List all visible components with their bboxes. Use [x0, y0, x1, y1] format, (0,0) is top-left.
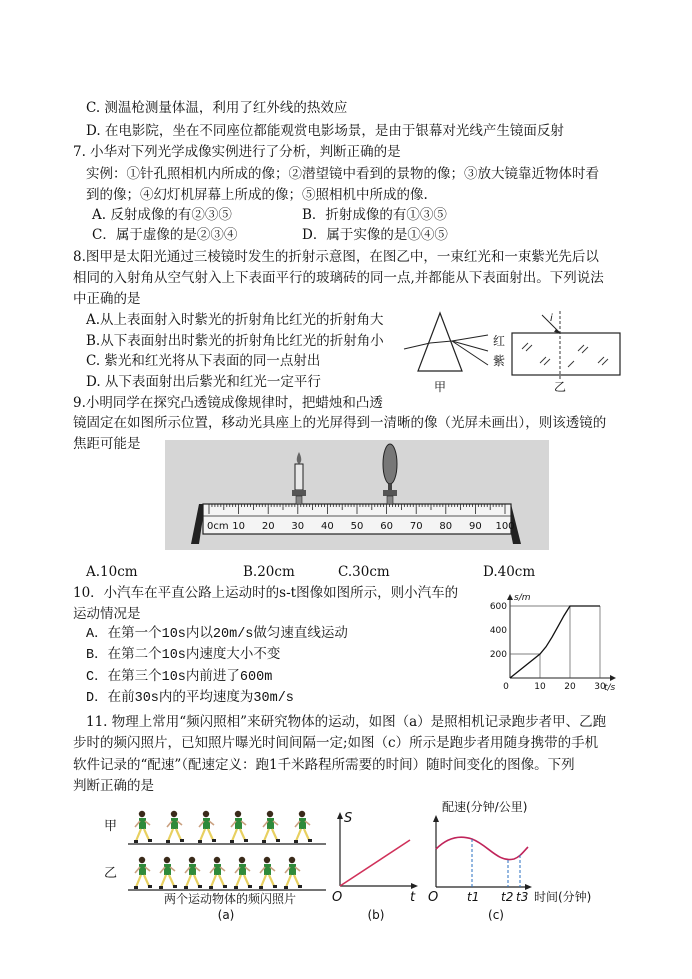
pace-curve	[436, 837, 528, 859]
q10-option-d: D．在前30s内的平均速度为30m/s	[86, 691, 294, 706]
q9-option-c: C.30cm	[338, 564, 390, 580]
ruler-label-1: 10	[232, 521, 245, 532]
origin-o: O	[332, 890, 343, 905]
q8-option-a: A.从上表面射入时紫光的折射角比红光的折射角大	[86, 312, 384, 328]
tick-t3: t3	[516, 890, 529, 904]
st-ytick-1: 400	[489, 626, 507, 636]
runner-yi-4	[234, 857, 252, 889]
runner-jia-3	[230, 811, 248, 843]
q7-examples-line1: 实例：①针孔照相机内所成的像；②潜望镜中看到的景物的像；③放大镜靠近物体时看	[86, 166, 599, 182]
row-label-yi: 乙	[104, 866, 118, 881]
q7-examples-line2: 到的像；④幻灯机屏幕上所成的像；⑤照相机中所成的像.	[86, 187, 428, 203]
q9-stem-line2: 镜固定在如图所示位置，移动光具座上的光屏得到一清晰的像（光屏未画出），则该透镜的	[73, 415, 607, 431]
q8-stem-line2: 相同的入射角从空气射入上下表面平行的玻璃砖的同一点,并都能从下表面射出。下列说法	[73, 270, 604, 286]
optical-bench-figure	[165, 440, 549, 550]
axis-label-pace: 配速(分钟/公里)	[442, 800, 528, 814]
axis-label-t: t	[410, 890, 416, 905]
st-xtick-2: 30	[594, 682, 606, 692]
figure-a-stroboscopic	[100, 800, 332, 922]
runner-jia-5	[294, 811, 312, 843]
axis-label-time: 时间(分钟)	[534, 890, 592, 904]
convex-lens	[383, 444, 397, 504]
figure-b-label: (b)	[367, 908, 385, 922]
caption-yi: 乙	[553, 380, 567, 394]
label-incidence-angle: i	[550, 313, 553, 324]
q8-option-c: C. 紫光和红光将从下表面的同一点射出	[86, 353, 321, 369]
ruler-label-3: 30	[291, 521, 305, 532]
figure-c-label: (c)	[488, 908, 504, 922]
q7-option-c: C．属于虚像的是②③④	[92, 227, 238, 243]
q7-option-a: A. 反射成像的有②③⑤	[92, 207, 232, 223]
runner-jia-0	[134, 811, 152, 843]
runner-yi-0	[134, 857, 152, 889]
caption-jia: 甲	[433, 380, 447, 394]
row-label-jia: 甲	[104, 819, 118, 834]
q8-stem-line3: 中正确的是	[73, 291, 141, 307]
ruler-label-4: 40	[321, 521, 334, 532]
st-graph	[484, 588, 622, 694]
st-ytick-2: 600	[489, 602, 507, 612]
q6-option-d: D. 在电影院，坐在不同座位都能观赏电影场景，是由于银幕对光线产生镜面反射	[86, 123, 564, 139]
q11-stem-line2: 步时的频闪照片，已知照片曝光时间间隔一定;如图（c）所示是跑步者用随身携带的手机	[73, 735, 599, 751]
ruler-label-6: 60	[380, 521, 393, 532]
runner-jia-1	[166, 811, 184, 843]
st-xlabel: t/s	[604, 683, 616, 693]
q11-stem-line1: 11. 物理上常用“频闪照相”来研究物体的运动，如图（a）是照相机记录跑步者甲、乙跑	[86, 714, 607, 730]
ruler-label-5: 50	[350, 521, 364, 532]
axis-label-s: S	[344, 811, 353, 826]
q9-option-a: A.10cm	[86, 564, 138, 580]
q8-option-b: B.从下表面射出时紫光的折射角比红光的折射角小	[86, 333, 384, 349]
q9-option-d: D.40cm	[483, 564, 536, 580]
ruler-label-2: 20	[261, 521, 275, 532]
origin-o: O	[428, 890, 439, 905]
runner-yi-2	[184, 857, 202, 889]
q10-option-b: B．在第二个10s内速度大小不变	[86, 648, 281, 663]
q10-stem-line2: 运动情况是	[73, 606, 141, 622]
q9-stem-line3: 焦距可能是	[73, 436, 141, 452]
figure-c-pace-graph	[424, 797, 600, 922]
st-ylabel: s/m	[514, 593, 531, 603]
q7-option-b: B．折射成像的有①③⑤	[302, 207, 447, 223]
st-series-0	[510, 606, 600, 678]
q11-stem-line3: 软件记录的“配速”（配速定义：跑1千米路程所需要的时间）随时间变化的图像。下列	[73, 757, 575, 773]
tick-t1: t1	[467, 890, 480, 904]
runner-yi-1	[159, 857, 177, 889]
runner-yi-5	[259, 857, 277, 889]
ruler-label-7: 70	[409, 521, 423, 532]
q10-option-a: A．在第一个10s内以20m/s做匀速直线运动	[86, 627, 348, 642]
ruler-label-0: 0cm	[207, 521, 229, 532]
runner-jia-2	[198, 811, 216, 843]
q8-figure	[400, 305, 630, 397]
ruler-label-9: 90	[469, 521, 482, 532]
q10-option-c: C．在第三个10s内前进了600m	[86, 670, 273, 685]
proportional-line	[340, 840, 410, 886]
q10-stem-line1: 10．小汽车在平直公路上运动时的s-t图像如图所示，则小汽车的	[73, 585, 459, 601]
q6-option-c: C. 测温枪测量体温，利用了红外线的热效应	[86, 100, 348, 116]
ruler-label-8: 80	[439, 521, 453, 532]
ruler-label-10: 100	[495, 521, 515, 532]
q7-option-d: D．属于实像的是①④⑤	[302, 227, 448, 243]
runner-yi-3	[209, 857, 227, 889]
glass-block	[512, 333, 620, 375]
figure-b-st-line	[330, 810, 426, 922]
q8-stem-line1: 8.图甲是太阳光通过三棱镜时发生的折射示意图，在图乙中，一束红光和一束紫光先后以	[73, 249, 599, 265]
runner-jia-4	[262, 811, 280, 843]
q11-stem-line4: 判断正确的是	[73, 778, 154, 794]
runner-yi-6	[284, 857, 302, 889]
q8-option-d: D. 从下表面射出后紫光和红光一定平行	[86, 374, 321, 390]
st-xtick-0: 10	[534, 682, 546, 692]
st-origin: 0	[503, 682, 509, 692]
q9-stem-line1: 9.小明同学在探究凸透镜成像规律时，把蜡烛和凸透	[73, 395, 383, 411]
q7-stem: 7. 小华对下列光学成像实例进行了分析，判断正确的是	[73, 144, 401, 160]
label-purple: 紫	[493, 354, 506, 368]
figure-a-caption: 两个运动物体的频闪照片	[163, 892, 297, 906]
label-red: 红	[493, 334, 506, 348]
q9-option-b: B.20cm	[243, 564, 295, 580]
st-xtick-1: 20	[564, 682, 576, 692]
figure-a-label: (a)	[217, 908, 235, 922]
tick-t2: t2	[501, 890, 514, 904]
st-ytick-0: 200	[489, 650, 507, 660]
